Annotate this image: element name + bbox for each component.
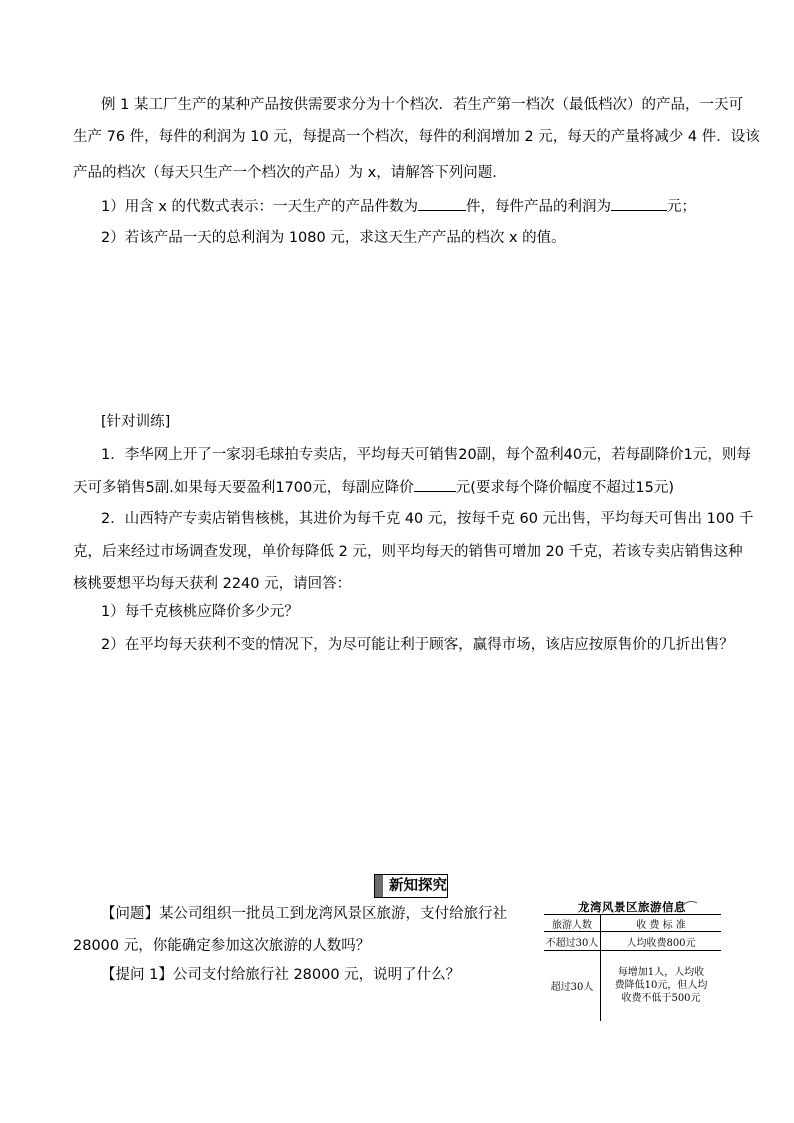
training-problem-2-line-3: 核桃要想平均每天获利 2240 元，请回答： xyxy=(73,576,352,592)
blank-field xyxy=(418,196,466,211)
section-heading-text: 新知探究 xyxy=(389,878,447,894)
info-table xyxy=(544,914,721,1021)
prompt-1: 【提问 1】公司支付给旅行社 28000 元，说明了什么？ xyxy=(101,967,461,983)
problem-1-text-b: 元(要求每个降价幅度不超过15元) xyxy=(455,480,674,496)
training-problem-2-line-1: 2．山西特产专卖店销售核桃，其进价为每千克 40 元，按每千克 60 元出售，平均每天可售出 100 千 xyxy=(101,511,754,527)
row1-fee: 人均收费800元 xyxy=(601,932,722,951)
heading-shade xyxy=(375,875,383,897)
header-fees: 收 费 标 准 xyxy=(601,915,722,932)
problem-line-1: 【问题】某公司组织一批员工到龙湾风景区旅游，支付给旅行社 xyxy=(101,906,507,922)
problem-line-2: 28000 元，你能确定参加这次旅游的人数吗？ xyxy=(73,938,371,954)
training-problem-2-line-2: 克，后来经过市场调查发现，单价每降低 2 元，则平均每天的销售可增加 20 千克，若该专卖店销售这种 xyxy=(73,544,743,560)
blank-field xyxy=(611,196,667,211)
training-problem-1-line-2 xyxy=(73,477,674,498)
example-line-1: 例 1 某工厂生产的某种产品按供需要求分为十个档次．若生产第一档次（最低档次）的产品，一天可 xyxy=(101,97,743,113)
header-tourists: 旅游人数 xyxy=(544,915,601,932)
example-question-1 xyxy=(101,196,696,217)
training-problem-2-question-2: 2）在平均每天获利不变的情况下，为尽可能让利于顾客，赢得市场，该店应按原售价的几折出售？ xyxy=(101,637,734,653)
row2-tourists: 超过30人 xyxy=(544,951,601,1021)
row2-fee-line-2: 费降低10元，但人均 xyxy=(614,980,708,992)
blank-field xyxy=(414,477,456,492)
row2-fee-line-1: 每增加1人，人均收 xyxy=(617,967,705,979)
question-1-text-b: 件，每件产品的利润为 xyxy=(466,199,612,215)
training-title: [针对训练] xyxy=(101,414,171,430)
example-line-2: 生产 76 件，每件的利润为 10 元，每提高一个档次，每件的利润增加 2 元，每天的产量将减少 4 件．设该 xyxy=(73,129,760,145)
row1-tourists: 不超过30人 xyxy=(544,932,601,951)
training-problem-1-line-1: 1．李华网上开了一家羽毛球拍专卖店，平均每天可销售20副，每个盈利40元，若每副降价1元，则每 xyxy=(101,447,751,463)
example-question-2: 2）若该产品一天的总利润为 1080 元，求这天生产产品的档次 x 的值。 xyxy=(101,230,566,246)
row2-fee-line-3: 收费不低于500元 xyxy=(621,993,701,1005)
training-problem-2-question-1: 1）每千克核桃应降价多少元？ xyxy=(101,604,299,620)
problem-1-text-a: 天可多销售5副.如果每天要盈利1700元，每副应降价 xyxy=(73,480,414,496)
question-1-text-c: 元； xyxy=(667,199,697,215)
row2-fee xyxy=(601,951,722,1021)
question-1-text-a: 1）用含 x 的代数式表示：一天生产的产品件数为 xyxy=(101,199,419,215)
info-table-title: 龙湾风景区旅游信息 xyxy=(578,900,686,914)
corner-mark-icon xyxy=(682,897,698,907)
example-line-3: 产品的档次（每天只生产一个档次的产品）为 x，请解答下列问题． xyxy=(73,165,507,181)
section-heading xyxy=(374,874,448,898)
